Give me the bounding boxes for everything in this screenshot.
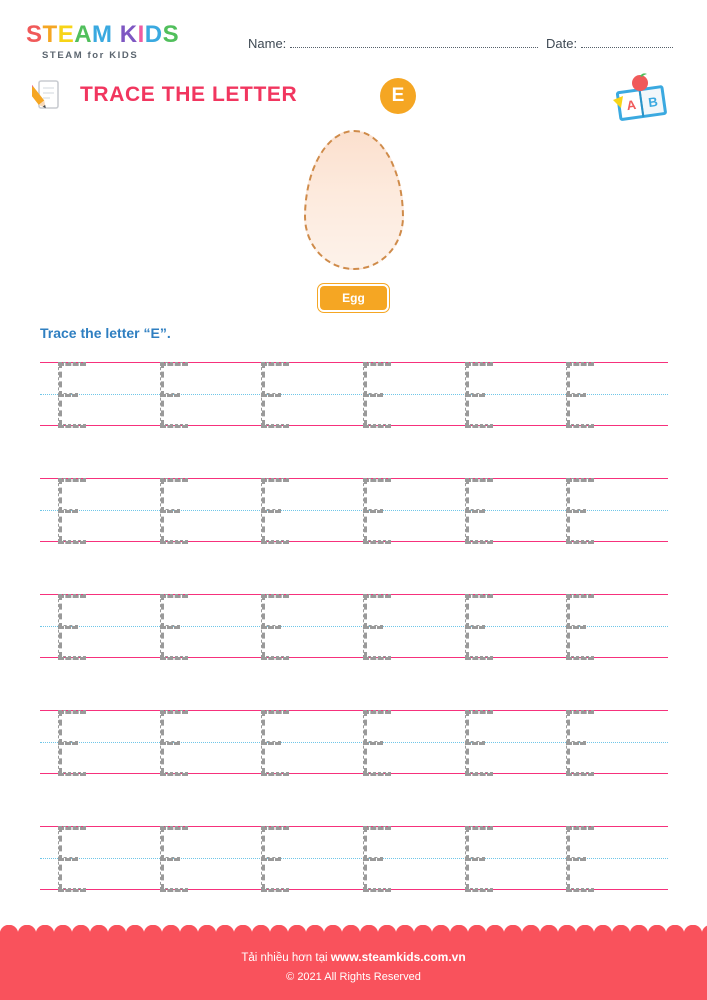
- logo-letter: S: [162, 21, 180, 48]
- name-input[interactable]: [290, 36, 538, 48]
- brand-logo: [26, 22, 226, 61]
- logo-letter: T: [42, 21, 58, 48]
- trace-letter-e[interactable]: [363, 826, 385, 890]
- instruction-text: Trace the letter “E”.: [40, 325, 171, 341]
- trace-letter-e[interactable]: [465, 710, 487, 774]
- trace-letter-e[interactable]: [566, 710, 588, 774]
- trace-letter-e[interactable]: [363, 710, 385, 774]
- egg-shape: [304, 130, 404, 270]
- trace-letter-e[interactable]: [261, 478, 283, 542]
- trace-letter-e[interactable]: [566, 478, 588, 542]
- trace-letter-e[interactable]: [160, 710, 182, 774]
- logo-letter: K: [119, 21, 138, 48]
- trace-letter-e[interactable]: [58, 826, 80, 890]
- trace-letter-e[interactable]: [363, 478, 385, 542]
- letter-badge: E: [380, 78, 416, 114]
- glyph-group: [58, 710, 668, 774]
- trace-letter-e[interactable]: [58, 710, 80, 774]
- title-row: [32, 78, 681, 124]
- footer-site-line: [0, 950, 707, 964]
- page-footer: [0, 934, 707, 1000]
- name-field: [248, 36, 538, 51]
- logo-letter: E: [57, 21, 75, 48]
- word-label: Egg: [318, 284, 389, 312]
- glyph-group: [58, 478, 668, 542]
- egg-illustration: [304, 130, 404, 270]
- glyph-group: [58, 362, 668, 426]
- glyph-group: [58, 594, 668, 658]
- trace-letter-e[interactable]: [58, 594, 80, 658]
- trace-letter-e[interactable]: [465, 594, 487, 658]
- trace-letter-e[interactable]: [58, 362, 80, 426]
- trace-letter-e[interactable]: [566, 594, 588, 658]
- trace-row[interactable]: [40, 472, 668, 542]
- trace-letter-e[interactable]: [261, 594, 283, 658]
- footer-website-link[interactable]: www.steamkids.com.vn: [330, 950, 466, 964]
- trace-letter-e[interactable]: [465, 362, 487, 426]
- trace-letter-e[interactable]: [160, 478, 182, 542]
- practice-rows: [40, 356, 668, 936]
- trace-letter-e[interactable]: [261, 362, 283, 426]
- svg-text:A: A: [625, 96, 637, 114]
- svg-text:B: B: [647, 93, 659, 111]
- footer-copyright: © 2021 All Rights Reserved: [286, 971, 421, 983]
- trace-row[interactable]: [40, 356, 668, 426]
- trace-row[interactable]: [40, 704, 668, 774]
- trace-letter-e[interactable]: [363, 594, 385, 658]
- logo-letter: A: [74, 21, 93, 48]
- date-label: Date:: [546, 36, 578, 51]
- trace-letter-e[interactable]: [261, 826, 283, 890]
- logo-letter: I: [137, 21, 145, 48]
- brand-tagline: STEAM for KIDS: [42, 50, 139, 61]
- pencil-paper-icon: [32, 78, 62, 117]
- trace-letter-e[interactable]: [566, 362, 588, 426]
- trace-letter-e[interactable]: [160, 362, 182, 426]
- trace-letter-e[interactable]: [160, 826, 182, 890]
- trace-letter-e[interactable]: [465, 826, 487, 890]
- trace-letter-e[interactable]: [566, 826, 588, 890]
- trace-letter-e[interactable]: [363, 362, 385, 426]
- page-header: [26, 22, 681, 70]
- scallop-divider: [0, 925, 707, 943]
- trace-row[interactable]: [40, 820, 668, 890]
- date-input[interactable]: [581, 36, 673, 48]
- abc-book-icon: [611, 70, 673, 131]
- illustration-area: [0, 130, 707, 312]
- date-field: [546, 36, 673, 51]
- trace-row[interactable]: [40, 588, 668, 658]
- name-label: Name:: [248, 36, 287, 51]
- trace-letter-e[interactable]: [261, 710, 283, 774]
- logo-letter: S: [26, 21, 43, 48]
- brand-logo-text: [26, 22, 226, 48]
- trace-letter-e[interactable]: [58, 478, 80, 542]
- logo-letter: M: [92, 21, 113, 48]
- trace-letter-e[interactable]: [465, 478, 487, 542]
- footer-prefix: Tải nhiều hơn tại: [241, 952, 331, 964]
- logo-letter: D: [144, 21, 163, 48]
- glyph-group: [58, 826, 668, 890]
- page-title: TRACE THE LETTER: [80, 83, 298, 106]
- trace-letter-e[interactable]: [160, 594, 182, 658]
